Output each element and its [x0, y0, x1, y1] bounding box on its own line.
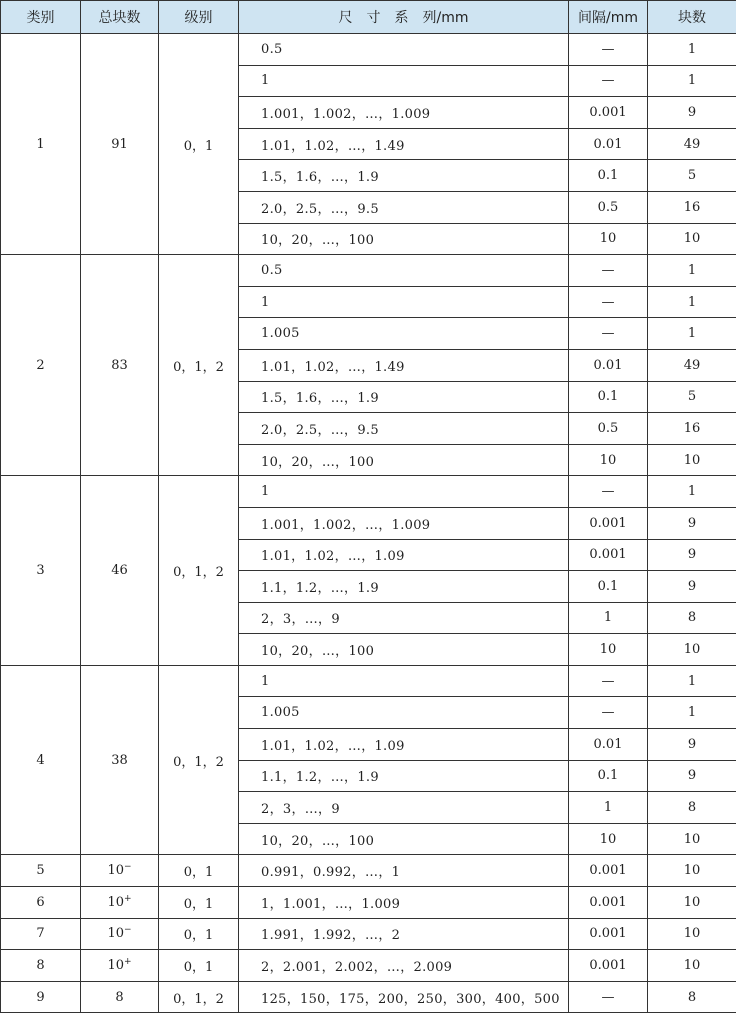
interval-cell: 0.1	[569, 760, 648, 792]
category-cell: 3	[1, 476, 81, 666]
interval-cell: 1	[569, 602, 648, 634]
total-blocks-cell	[81, 950, 159, 982]
category-cell: 1	[1, 34, 81, 255]
interval-cell: 0.001	[569, 918, 648, 950]
grade-cell: 0，1，2	[159, 981, 239, 1013]
category-cell: 2	[1, 255, 81, 476]
interval-cell: —	[569, 65, 648, 97]
header-grade: 级别	[159, 1, 239, 34]
table-row	[1, 981, 736, 1013]
block-count-cell: 10	[648, 634, 736, 666]
table-row	[1, 887, 736, 919]
interval-cell: 10	[569, 444, 648, 476]
interval-cell: —	[569, 981, 648, 1013]
interval-cell: 0.001	[569, 507, 648, 539]
category-cell: 8	[1, 950, 81, 982]
table-row	[1, 855, 736, 887]
size-series-cell: 10，20，…，100	[239, 444, 569, 476]
size-series-cell: 0.5	[239, 255, 569, 287]
header-sizes: 尺 寸 系 列/mm	[239, 1, 569, 34]
total-blocks-cell	[81, 255, 159, 476]
size-series-cell: 1.001，1.002，…，1.009	[239, 507, 569, 539]
size-series-cell: 125，150，175，200，250，300，400，500	[239, 981, 569, 1013]
total-blocks-sign: −	[124, 862, 132, 873]
category-cell: 6	[1, 887, 81, 919]
total-blocks-value: 10	[107, 926, 124, 942]
total-blocks-sign: −	[124, 925, 132, 936]
total-blocks-sign: +	[124, 893, 132, 904]
size-series-cell: 1.1，1.2，…，1.9	[239, 571, 569, 603]
size-series-cell: 1	[239, 286, 569, 318]
grade-cell: 0，1	[159, 34, 239, 255]
block-count-cell: 10	[648, 823, 736, 855]
interval-cell: 0.001	[569, 539, 648, 571]
total-blocks-cell	[81, 855, 159, 887]
size-series-cell: 1.01，1.02，…，1.49	[239, 128, 569, 160]
interval-cell: 0.001	[569, 950, 648, 982]
size-series-cell: 10，20，…，100	[239, 223, 569, 255]
grade-cell: 0，1	[159, 918, 239, 950]
interval-cell: 0.001	[569, 97, 648, 129]
block-count-cell: 1	[648, 286, 736, 318]
block-count-cell: 10	[648, 887, 736, 919]
size-series-cell: 1，1.001，…，1.009	[239, 887, 569, 919]
size-series-cell: 2.0，2.5，…，9.5	[239, 413, 569, 445]
block-count-cell: 1	[648, 318, 736, 350]
size-series-cell: 2，2.001，2.002，…，2.009	[239, 950, 569, 982]
size-series-cell: 2，3，…，9	[239, 792, 569, 824]
block-count-cell: 1	[648, 665, 736, 697]
total-blocks-value: 10	[107, 894, 124, 910]
grade-cell: 0，1，2	[159, 476, 239, 666]
interval-cell: 10	[569, 823, 648, 855]
total-blocks-value: 38	[111, 752, 128, 768]
block-count-cell: 1	[648, 65, 736, 97]
interval-cell: —	[569, 34, 648, 66]
interval-cell: —	[569, 665, 648, 697]
size-series-cell: 1	[239, 65, 569, 97]
interval-cell: 0.001	[569, 855, 648, 887]
size-series-cell: 10，20，…，100	[239, 634, 569, 666]
interval-cell: —	[569, 255, 648, 287]
header-interval: 间隔/mm	[569, 1, 648, 34]
total-blocks-value: 46	[111, 563, 128, 579]
grade-cell: 0，1，2	[159, 665, 239, 855]
block-count-cell: 8	[648, 981, 736, 1013]
size-series-cell: 1.5，1.6，…，1.9	[239, 381, 569, 413]
total-blocks-sign: +	[124, 957, 132, 968]
block-count-cell: 9	[648, 507, 736, 539]
table-row	[1, 918, 736, 950]
interval-cell: —	[569, 476, 648, 508]
interval-cell: 0.01	[569, 729, 648, 761]
block-count-cell: 10	[648, 950, 736, 982]
block-count-cell: 10	[648, 223, 736, 255]
size-series-cell: 1	[239, 665, 569, 697]
size-series-cell: 1.01，1.02，…，1.09	[239, 539, 569, 571]
size-series-cell: 1.005	[239, 697, 569, 729]
interval-cell: 10	[569, 223, 648, 255]
interval-cell: —	[569, 286, 648, 318]
total-blocks-cell	[81, 918, 159, 950]
total-blocks-value: 8	[115, 989, 124, 1005]
block-count-cell: 1	[648, 697, 736, 729]
interval-cell: 0.001	[569, 887, 648, 919]
interval-cell: 0.5	[569, 191, 648, 223]
interval-cell: —	[569, 697, 648, 729]
interval-cell: 0.01	[569, 128, 648, 160]
size-series-cell: 0.991，0.992，…，1	[239, 855, 569, 887]
grade-cell: 0，1	[159, 887, 239, 919]
table-row	[1, 950, 736, 982]
total-blocks-value: 91	[111, 136, 128, 152]
block-count-cell: 9	[648, 571, 736, 603]
category-cell: 5	[1, 855, 81, 887]
total-blocks-value: 83	[111, 357, 128, 373]
size-series-cell: 1.001，1.002，…，1.009	[239, 97, 569, 129]
grade-cell: 0，1	[159, 950, 239, 982]
block-count-cell: 8	[648, 792, 736, 824]
block-count-cell: 49	[648, 349, 736, 381]
size-series-cell: 1.1，1.2，…，1.9	[239, 760, 569, 792]
block-count-cell: 10	[648, 918, 736, 950]
size-series-cell: 2.0，2.5，…，9.5	[239, 191, 569, 223]
table-row	[1, 476, 736, 508]
total-blocks-value: 10	[107, 863, 124, 879]
block-count-cell: 16	[648, 413, 736, 445]
total-blocks-cell	[81, 887, 159, 919]
header-category: 类别	[1, 1, 81, 34]
interval-cell: 0.1	[569, 571, 648, 603]
size-series-cell: 1.991，1.992，…，2	[239, 918, 569, 950]
total-blocks-cell	[81, 981, 159, 1013]
interval-cell: 0.01	[569, 349, 648, 381]
block-count-cell: 9	[648, 729, 736, 761]
block-count-cell: 1	[648, 255, 736, 287]
block-count-cell: 5	[648, 381, 736, 413]
size-series-cell: 1.01，1.02，…，1.49	[239, 349, 569, 381]
grade-cell: 0，1，2	[159, 255, 239, 476]
block-count-cell: 10	[648, 855, 736, 887]
total-blocks-cell	[81, 34, 159, 255]
size-series-cell: 2，3，…，9	[239, 602, 569, 634]
category-cell: 7	[1, 918, 81, 950]
interval-cell: 10	[569, 634, 648, 666]
table-body	[1, 34, 736, 1013]
block-count-cell: 5	[648, 160, 736, 192]
block-count-cell: 1	[648, 34, 736, 66]
table-row	[1, 255, 736, 287]
block-count-cell: 10	[648, 444, 736, 476]
size-series-cell: 1.01，1.02，…，1.09	[239, 729, 569, 761]
total-blocks-cell	[81, 665, 159, 855]
block-count-cell: 16	[648, 191, 736, 223]
category-cell: 4	[1, 665, 81, 855]
interval-cell: 1	[569, 792, 648, 824]
total-blocks-value: 10	[107, 958, 124, 974]
header-total: 总块数	[81, 1, 159, 34]
block-count-cell: 1	[648, 476, 736, 508]
interval-cell: 0.1	[569, 160, 648, 192]
interval-cell: 0.5	[569, 413, 648, 445]
size-series-cell: 10，20，…，100	[239, 823, 569, 855]
block-count-cell: 9	[648, 97, 736, 129]
block-count-cell: 49	[648, 128, 736, 160]
interval-cell: —	[569, 318, 648, 350]
header-count: 块数	[648, 1, 736, 34]
block-count-cell: 8	[648, 602, 736, 634]
size-series-cell: 1.5，1.6，…，1.9	[239, 160, 569, 192]
interval-cell: 0.1	[569, 381, 648, 413]
table-row	[1, 34, 736, 66]
size-series-cell: 1.005	[239, 318, 569, 350]
grade-cell: 0，1	[159, 855, 239, 887]
table-row	[1, 665, 736, 697]
total-blocks-cell	[81, 476, 159, 666]
block-count-cell: 9	[648, 539, 736, 571]
block-count-cell: 9	[648, 760, 736, 792]
header-row	[1, 1, 736, 34]
category-cell: 9	[1, 981, 81, 1013]
size-series-cell: 0.5	[239, 34, 569, 66]
size-series-cell: 1	[239, 476, 569, 508]
